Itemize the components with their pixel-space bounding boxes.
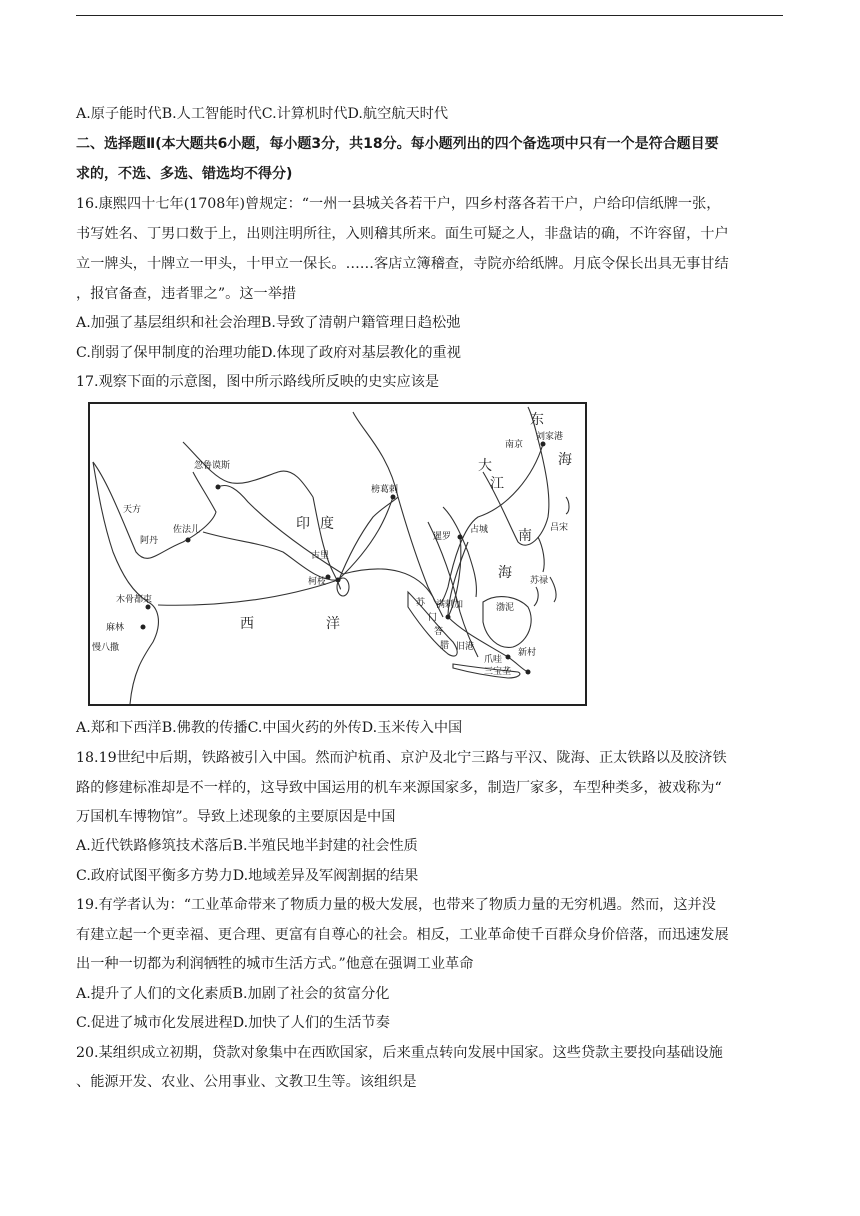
map-label-malacca: 满剌加 [436, 600, 464, 610]
q15-options: A.原子能时代B.人工智能时代C.计算机时代D.航空航天时代 [76, 106, 449, 122]
header-rule [76, 15, 783, 16]
q16-stem-1: 16.康熙四十七年(1708年)曾规定：“一州一县城关各若干户，四乡村落各若干户，户给印信纸牌一张， [76, 196, 721, 212]
map-label-aden: 阿丹 [140, 536, 159, 546]
map-label-cochin: 柯枝 [308, 577, 327, 587]
map-label-mombasa: 慢八撒 [92, 643, 120, 653]
map-label-luzon: 吕宋 [550, 523, 569, 533]
map-label-sulu: 苏禄 [530, 576, 549, 586]
map-label-xi: 西 [240, 616, 254, 632]
map-label-east: 东 [530, 412, 544, 428]
map-label-mogadishu: 木骨都束 [116, 595, 153, 605]
q16-stem-2: 书写姓名、丁男口数于上，出则注明所往，入则稽其所来。面生可疑之人，非盘诘的确，不许容留，十户 [76, 226, 729, 242]
q16-stem-4: ，报官备查，违者罪之”。这一举措 [76, 286, 297, 302]
q17-stem: 17.观察下面的示意图，图中所示路线所反映的史实应该是 [76, 374, 440, 390]
map-label-du: 度 [320, 516, 334, 532]
q17-options: A.郑和下西洋B.佛教的传播C.中国火药的外传D.玉米传入中国 [76, 720, 463, 736]
map-label-jiang: 江 [490, 476, 504, 492]
section-heading: 二、选择题Ⅱ(本大题共6小题，每小题3分，共18分。每小题列出的四个备选项中只有一个是符合题目要 [76, 136, 719, 152]
map-label-siam: 暹罗 [433, 532, 452, 542]
map-label-hormuz: 忽鲁谟斯 [194, 461, 231, 471]
map-label-yang: 洋 [326, 616, 340, 632]
map-label-la: 腊 [440, 641, 450, 651]
map-label-champa: 占城 [470, 525, 489, 535]
map-label-da: 大 [478, 458, 492, 474]
map-label-hai: 海 [558, 452, 572, 468]
map-label-xincun: 新村 [518, 648, 537, 658]
map-label-malindi: 麻林 [106, 623, 125, 633]
map-label-calicut: 古里 [311, 551, 330, 561]
map-label-java: 爪哇 [484, 655, 503, 665]
q18-stem-3: 万国机车博物馆”。导致上述现象的主要原因是中国 [76, 809, 396, 825]
q19-options-cd: C.促进了城市化发展进程D.加快了人们的生活节奏 [76, 1015, 390, 1031]
map-label-dhofar: 佐法儿 [173, 525, 201, 535]
map-label-yin: 印 [296, 516, 310, 532]
q18-stem-2: 路的修建标准却是不一样的，这导致中国运用的机车来源国家多，制造厂家多，车型种类多，被戏称为“ [76, 780, 722, 796]
map-label-semarang: 三宝垄 [484, 667, 512, 677]
q20-stem-1: 20.某组织成立初期，贷款对象集中在西欧国家，后来重点转向发展中国家。这些贷款主要投向基础设施 [76, 1045, 723, 1061]
voyage-route-map [88, 402, 587, 706]
map-label-brunei: 渤泥 [496, 603, 515, 613]
q19-stem-2: 有建立起一个更幸福、更合理、更富有自尊心的社会。相反，工业革命使千百群众身价倍落，而迅速发展 [76, 927, 729, 943]
q16-options-cd: C.削弱了保甲制度的治理功能D.体现了政府对基层教化的重视 [76, 345, 461, 361]
map-label-sea: 海 [498, 565, 512, 581]
q18-stem-1: 18.19世纪中后期，铁路被引入中国。然而沪杭甬、京沪及北宁三路与平汉、陇海、正太铁路以及胶济铁 [76, 750, 727, 766]
q16-stem-3: 立一牌头，十牌立一甲头，十甲立一保长。……客店立簿稽查，寺院亦给纸牌。月底令保长出具无事甘结 [76, 256, 729, 272]
q19-stem-1: 19.有学者认为：“工业革命带来了物质力量的极大发展，也带来了物质力量的无穷机遇。然而，这并没 [76, 897, 716, 913]
map-label-su: 苏 [416, 598, 426, 608]
q20-stem-2: 、能源开发、农业、公用事业、文教卫生等。该组织是 [76, 1074, 417, 1090]
map-label-south: 南 [518, 528, 532, 544]
map-label-bengal: 榜葛剌 [371, 485, 399, 495]
map-label-da: 答 [434, 627, 444, 637]
map-label-palembang: 旧港 [456, 642, 475, 652]
q16-options-ab: A.加强了基层组织和社会治理B.导致了清朝户籍管理日趋松弛 [76, 315, 461, 331]
map-label-mecca: 天方 [123, 505, 142, 515]
q18-options-ab: A.近代铁路修筑技术落后B.半殖民地半封建的社会性质 [76, 838, 418, 854]
map-label-nanjing: 南京 [505, 440, 524, 450]
map-label-liujiagang: 刘家港 [536, 432, 564, 442]
q19-options-ab: A.提升了人们的文化素质B.加剧了社会的贫富分化 [76, 986, 390, 1002]
map-label-men: 门 [428, 613, 438, 623]
q18-options-cd: C.政府试图平衡多方势力D.地域差异及军阀割据的结果 [76, 868, 419, 884]
q19-stem-3: 出一种一切都为利润牺牲的城市生活方式。”他意在强调工业革命 [76, 956, 474, 972]
section-heading-cont: 求的，不选、多选、错选均不得分) [76, 166, 293, 182]
